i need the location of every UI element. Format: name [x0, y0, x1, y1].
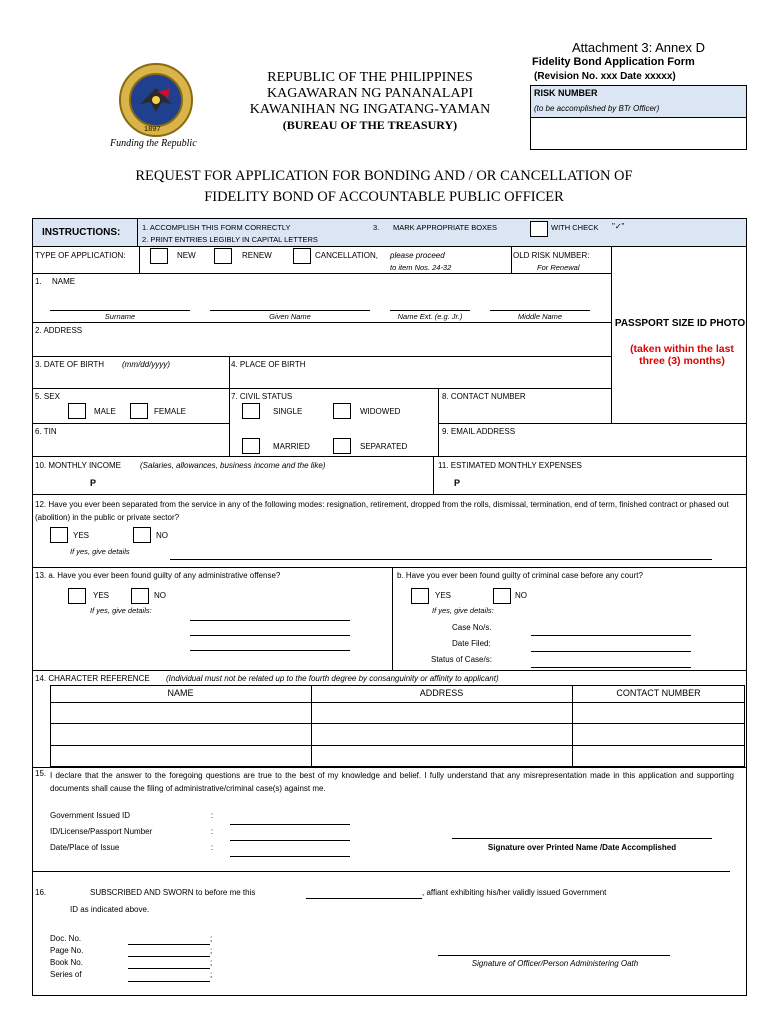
- monthly-expenses-field[interactable]: [464, 473, 744, 491]
- colon: :: [211, 827, 214, 836]
- officer-signature-field[interactable]: [438, 937, 670, 955]
- renew-checkbox[interactable]: [214, 248, 232, 264]
- single-checkbox[interactable]: [242, 403, 260, 419]
- female-label: FEMALE: [154, 407, 187, 416]
- q16-num: 16.: [35, 888, 47, 897]
- reference-row-2[interactable]: [51, 724, 744, 745]
- separated-checkbox[interactable]: [333, 438, 351, 454]
- q13a-details-field[interactable]: [190, 606, 350, 650]
- new-checkbox[interactable]: [150, 248, 168, 264]
- monthly-income-field[interactable]: [100, 473, 430, 491]
- q13b-yes-label: YES: [435, 591, 452, 600]
- q13b-text: b. Have you ever been found guilty of criminal case before any court?: [397, 571, 643, 580]
- q13a-yes-label: YES: [93, 591, 110, 600]
- single-label: SINGLE: [273, 407, 303, 416]
- gov-id-field[interactable]: [230, 810, 350, 824]
- series-of-field[interactable]: [128, 969, 213, 981]
- q12-details-field[interactable]: [170, 545, 712, 559]
- case-no-label: Case No/s.: [452, 623, 492, 632]
- risk-number-note: (to be accomplished by BTr Officer): [534, 104, 660, 113]
- widowed-label: WIDOWED: [360, 407, 401, 416]
- seal-year: 1897: [144, 124, 161, 133]
- separated-label: SEPARATED: [360, 442, 408, 451]
- check-symbol: "✓": [612, 222, 625, 231]
- q13a-yes-checkbox[interactable]: [68, 588, 86, 604]
- reference-col-contact: CONTACT NUMBER: [616, 688, 701, 698]
- surname-field[interactable]: [50, 292, 190, 310]
- type-of-application-label: TYPE OF APPLICATION:: [35, 251, 126, 260]
- q13a-text: 13. a. Have you ever been found guilty of any administrative offense?: [35, 571, 281, 580]
- cancellation-note: please proceed: [390, 251, 445, 260]
- old-risk-number-label: OLD RISK NUMBER:: [513, 251, 590, 260]
- gov-id-label: Government Issued ID: [50, 811, 131, 820]
- instructions-label: INSTRUCTIONS:: [42, 227, 121, 238]
- q16-text-c: ID as indicated above.: [70, 905, 150, 914]
- pob-field[interactable]: [231, 372, 609, 387]
- contact-number-field[interactable]: [440, 404, 608, 422]
- q13b-yes-checkbox[interactable]: [411, 588, 429, 604]
- colon: :: [211, 843, 214, 852]
- semicolon: ;: [210, 934, 213, 943]
- monthly-expenses-label: 11. ESTIMATED MONTHLY EXPENSES: [438, 461, 582, 470]
- given-name-field[interactable]: [210, 292, 370, 310]
- risk-number-label: RISK NUMBER: [534, 88, 598, 98]
- reference-row-3[interactable]: [51, 746, 744, 766]
- address-label: 2. ADDRESS: [35, 326, 83, 335]
- contact-number-label: 8. CONTACT NUMBER: [442, 392, 526, 401]
- reference-col-name: NAME: [167, 688, 194, 698]
- male-label: MALE: [94, 407, 116, 416]
- instruction-checkbox-sample: [530, 221, 548, 237]
- male-checkbox[interactable]: [68, 403, 86, 419]
- instruction-2: 2. PRINT ENTRIES LEGIBLY IN CAPITAL LETTERS: [142, 235, 318, 244]
- dob-label: 3. DATE OF BIRTH: [35, 360, 105, 369]
- q16-text-b: , affiant exhibiting his/her validly issued Government: [422, 888, 607, 897]
- q12-text: 12. Have you ever been separated from the service in any of the following modes: resignation, retirement, dropped from the rolls, dismissal, termination, end of term, finished contract or phased out (abolition) in the public or private sector?: [35, 500, 729, 522]
- monthly-income-note: (Salaries, allowances, business income and the like): [140, 461, 326, 470]
- book-no-label: Book No.: [50, 958, 83, 967]
- photo-box[interactable]: [612, 247, 746, 423]
- q12-yes-checkbox[interactable]: [50, 527, 68, 543]
- q13b-no-label: NO: [515, 591, 527, 600]
- tin-label: 6. TIN: [35, 427, 57, 436]
- agency-tagline: Funding the Republic: [110, 138, 197, 149]
- q16-text-a: SUBSCRIBED AND SWORN to before me this: [90, 888, 256, 897]
- applicant-signature-field[interactable]: [452, 820, 712, 838]
- officer-signature-caption: Signature of Officer/Person Administering Oath: [471, 959, 639, 968]
- date-filed-label: Date Filed:: [452, 639, 491, 648]
- doc-no-label: Doc. No.: [50, 934, 82, 943]
- pob-label: 4. PLACE OF BIRTH: [231, 360, 306, 369]
- date-place-label: Date/Place of Issue: [50, 843, 120, 852]
- married-checkbox[interactable]: [242, 438, 260, 454]
- form-title-line2: FIDELITY BOND OF ACCOUNTABLE PUBLIC OFFICER: [204, 189, 564, 205]
- surname-caption: Surname: [104, 312, 136, 321]
- photo-title: PASSPORT SIZE ID PHOTO: [614, 318, 746, 329]
- expenses-peso-sign: P: [454, 478, 461, 488]
- cancellation-checkbox[interactable]: [293, 248, 311, 264]
- doc-no-field[interactable]: [128, 932, 213, 944]
- semicolon: ;: [210, 958, 213, 967]
- q12-details-label: If yes, give details: [70, 547, 130, 556]
- q13a-details-label: If yes, give details:: [90, 606, 152, 615]
- q12-no-label: NO: [156, 531, 168, 540]
- date-place-field[interactable]: [230, 842, 350, 856]
- reference-col-address: ADDRESS: [419, 688, 464, 698]
- income-peso-sign: P: [90, 478, 97, 488]
- semicolon: ;: [210, 946, 213, 955]
- q12-no-checkbox[interactable]: [133, 527, 151, 543]
- email-label: 9. EMAIL ADDRESS: [442, 427, 516, 436]
- republic-heading: REPUBLIC OF THE PHILIPPINES: [267, 70, 473, 85]
- kawanihan-heading: KAWANIHAN NG INGATANG-YAMAN: [249, 102, 491, 117]
- q14-label: 14. CHARACTER REFERENCE: [35, 674, 150, 683]
- q13a-no-checkbox[interactable]: [131, 588, 149, 604]
- status-of-case-label: Status of Case/s:: [431, 655, 492, 664]
- attachment-label: Attachment 3: Annex D: [572, 40, 705, 55]
- tin-field[interactable]: [33, 438, 228, 455]
- old-risk-number-note: For Renewal: [537, 263, 580, 272]
- q13b-no-checkbox[interactable]: [493, 588, 511, 604]
- cancellation-note-2: to item Nos. 24-32: [390, 263, 452, 272]
- female-checkbox[interactable]: [130, 403, 148, 419]
- sex-label: 5. SEX: [35, 392, 60, 401]
- date-filed-field[interactable]: [531, 637, 691, 651]
- middle-name-caption: Middle Name: [517, 312, 563, 321]
- q13a-no-label: NO: [154, 591, 166, 600]
- dob-format: (mm/dd/yyyy): [122, 360, 170, 369]
- status-of-case-field[interactable]: [531, 653, 691, 667]
- renew-label: RENEW: [242, 251, 272, 260]
- applicant-signature-caption: Signature over Printed Name /Date Accomplished: [487, 843, 677, 852]
- middle-name-field[interactable]: [490, 292, 590, 310]
- name-label-num: 1.: [35, 277, 42, 286]
- name-label: NAME: [52, 277, 76, 286]
- email-field[interactable]: [440, 438, 745, 455]
- kagawaran-heading: KAGAWARAN NG PANANALAPI: [266, 86, 474, 101]
- monthly-income-label: 10. MONTHLY INCOME: [35, 461, 121, 470]
- address-field[interactable]: [33, 338, 611, 356]
- new-label: NEW: [177, 251, 196, 260]
- name-ext-field[interactable]: [390, 292, 470, 310]
- instruction-1: 1. ACCOMPLISH THIS FORM CORRECTLY: [142, 223, 291, 232]
- bureau-heading: (BUREAU OF THE TREASURY): [282, 118, 458, 132]
- form-title-line1: REQUEST FOR APPLICATION FOR BONDING AND / OR CANCELLATION OF: [135, 168, 633, 184]
- given-name-caption: Given Name: [269, 312, 311, 321]
- with-check-label: WITH CHECK: [551, 223, 599, 232]
- instructions-row: [33, 219, 746, 247]
- widowed-checkbox[interactable]: [333, 403, 351, 419]
- q15-text: I declare that the answer to the foregoing questions are true to the best of my knowledge and belief. I fully understand that any misrepresentation made in this application and supporting documents shall cause the filing of administrative/criminal case(s) against me.: [50, 771, 734, 793]
- name-ext-caption: Name Ext. (e.g. Jr.): [397, 312, 463, 321]
- cancellation-label: CANCELLATION,: [315, 251, 378, 260]
- q15-num: 15.: [35, 769, 47, 778]
- civil-status-label: 7. CIVIL STATUS: [231, 392, 293, 401]
- dob-field[interactable]: [33, 372, 228, 387]
- risk-number-input[interactable]: [531, 118, 746, 149]
- instruction-3: MARK APPROPRIATE BOXES: [393, 223, 498, 232]
- book-no-field[interactable]: [128, 956, 213, 968]
- colon: :: [211, 811, 214, 820]
- series-of-label: Series of: [50, 970, 82, 979]
- oath-date-field[interactable]: [306, 884, 422, 898]
- q12-yes-label: YES: [73, 531, 90, 540]
- case-no-field[interactable]: [531, 621, 691, 635]
- id-number-label: ID/License/Passport Number: [50, 827, 153, 836]
- married-label: MARRIED: [273, 442, 310, 451]
- form-name: Fidelity Bond Application Form: [532, 56, 695, 68]
- q13b-details-label: If yes, give details:: [432, 606, 494, 615]
- photo-note: (taken within the last three (3) months): [630, 343, 734, 367]
- instruction-3-num: 3.: [373, 223, 380, 232]
- revision-label: (Revision No. xxx Date xxxxx): [534, 71, 676, 82]
- id-number-field[interactable]: [230, 826, 350, 840]
- page-no-field[interactable]: [128, 944, 213, 956]
- q14-note: (Individual must not be related up to the fourth degree by consanguinity or affinity to applicant): [166, 674, 499, 683]
- page-no-label: Page No.: [50, 946, 84, 955]
- reference-row-1[interactable]: [51, 703, 744, 723]
- semicolon: ;: [210, 970, 213, 979]
